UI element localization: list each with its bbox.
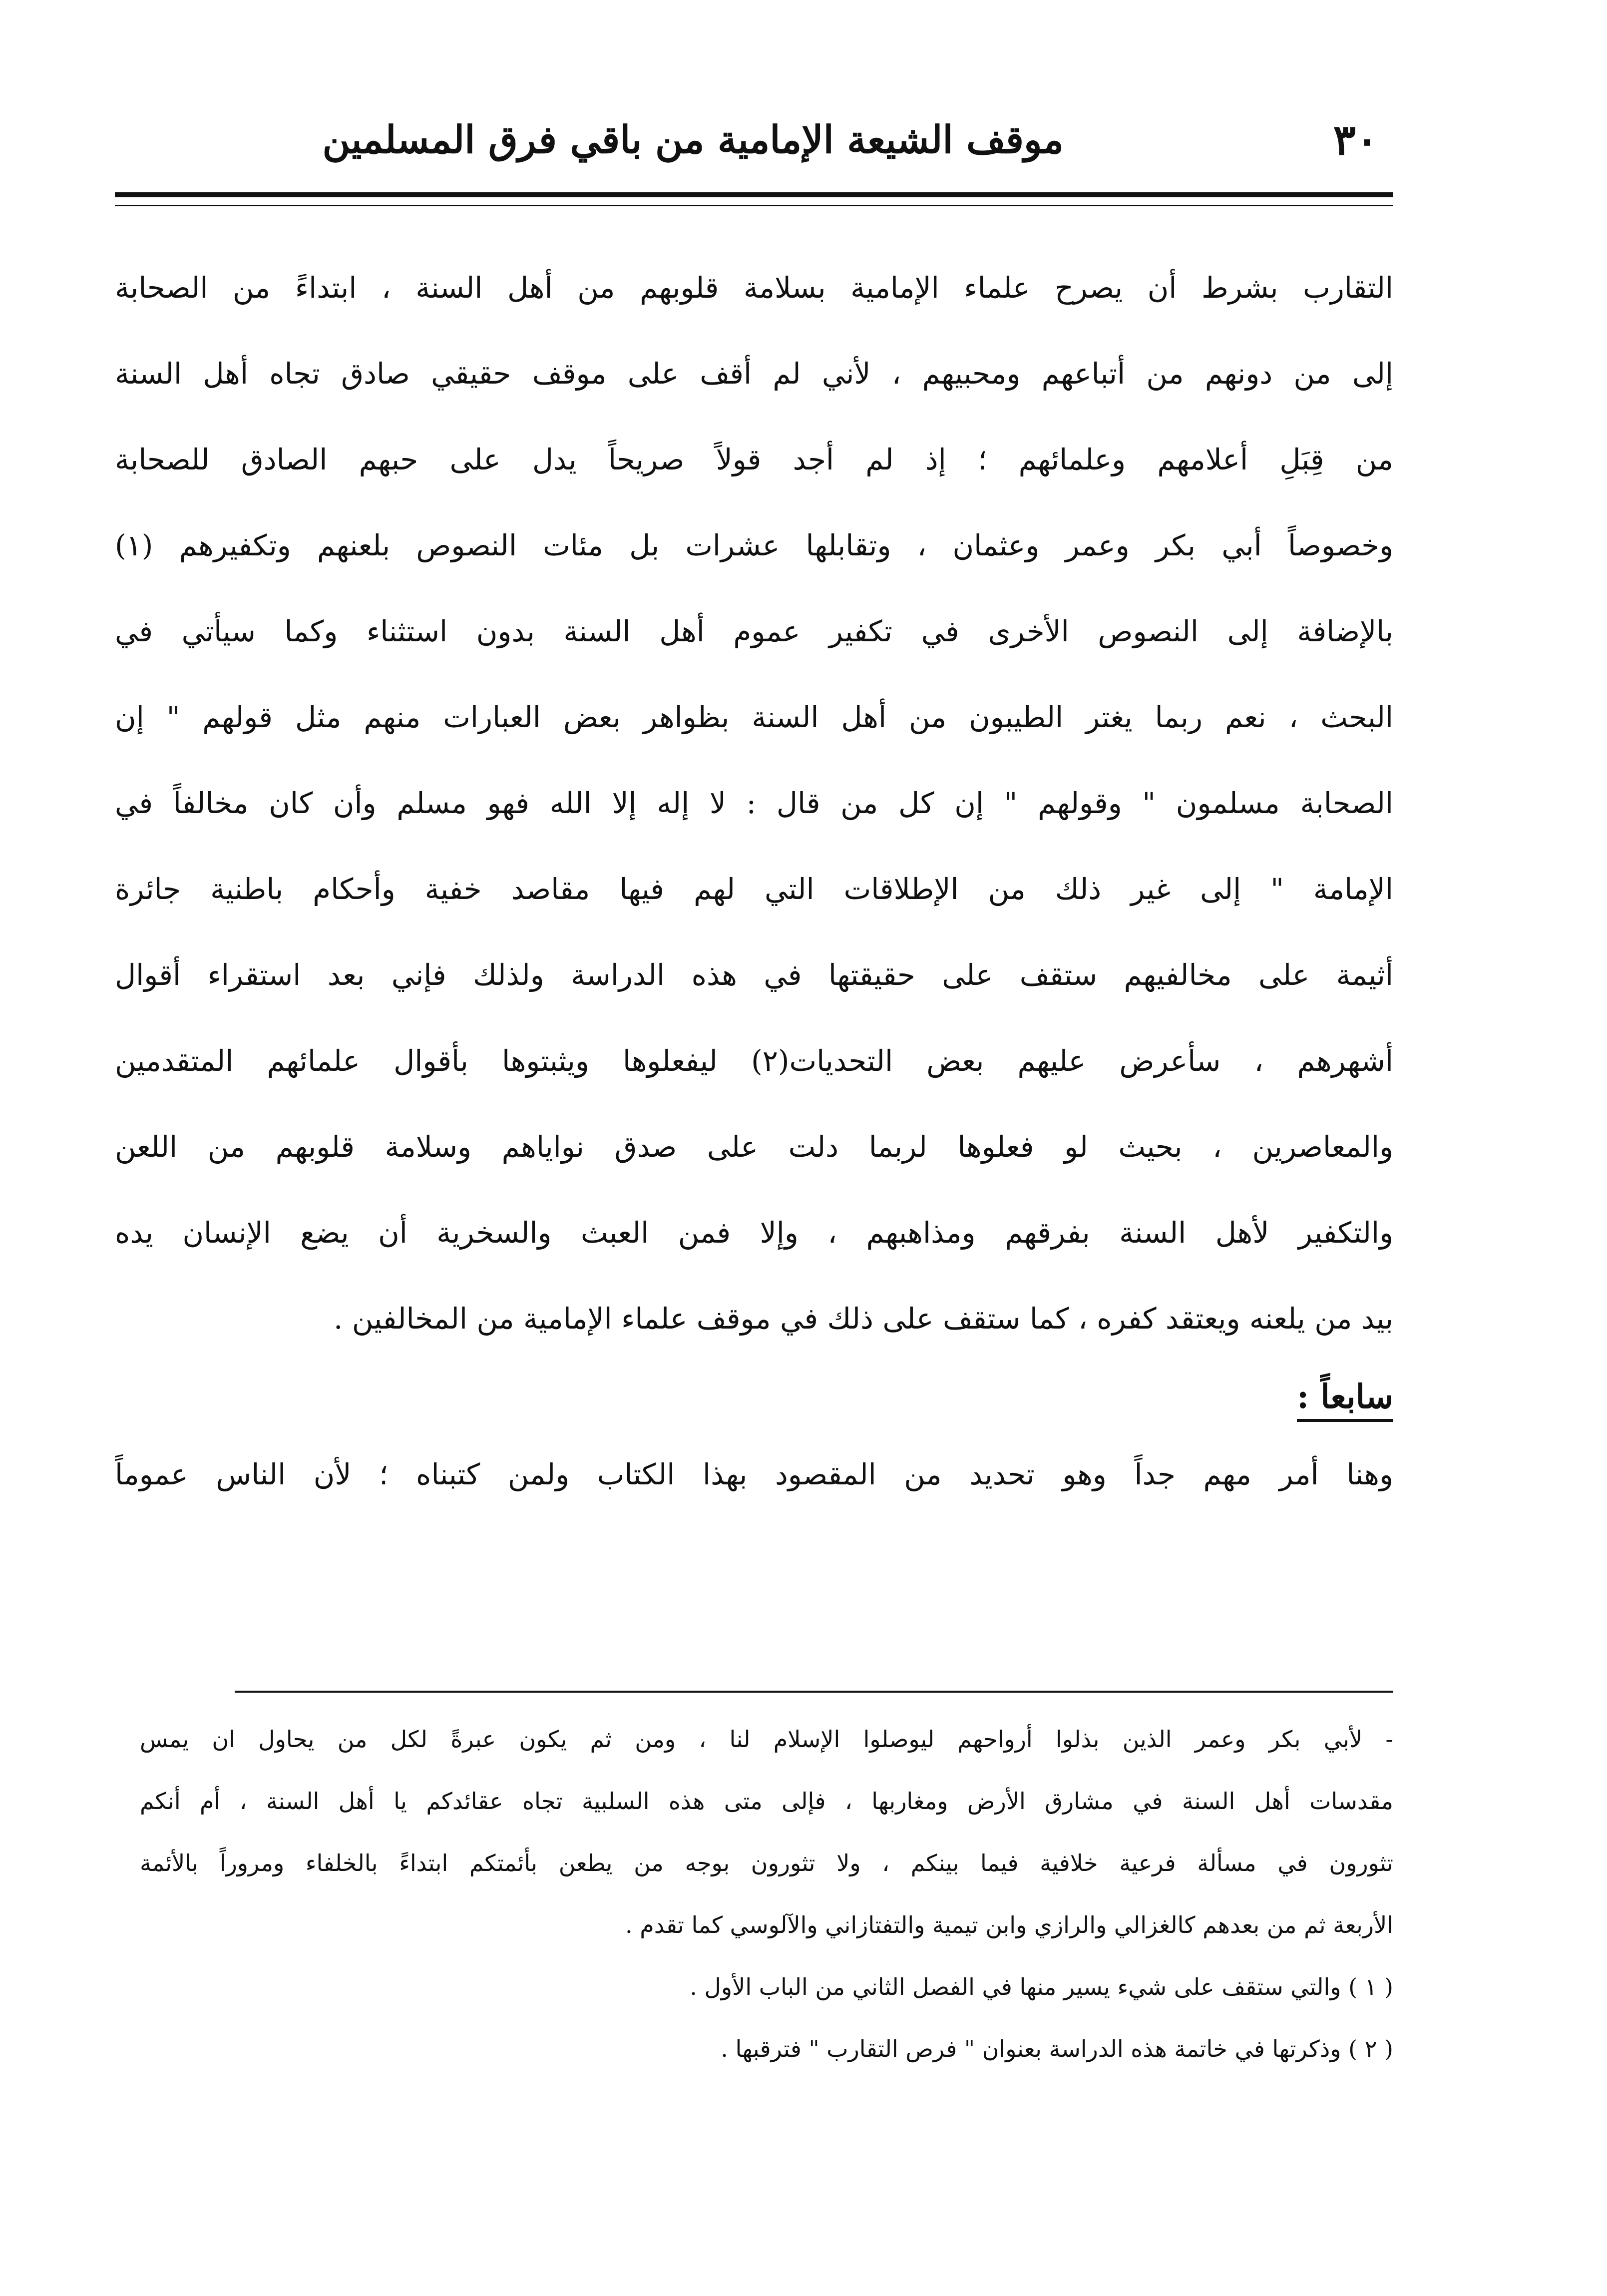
body-line: أثيمة على مخالفيهم ستقف على حقيقتها في هذه الدراسة ولذلك فإني بعد استقراء أقوال [115, 958, 1393, 992]
running-title: موقف الشيعة الإمامية من باقي فرق المسلمين [322, 117, 1064, 162]
footnote-2: ( ٢ ) وذكرتها في خاتمة هذه الدراسة بعنوان " فرص التقارب " فترقبها . [721, 2035, 1393, 2062]
footnote-line: تثورون في مسألة فرعية خلافية فيما بينكم ، ولا تثورون بوجه من يطعن بأئمتكم ابتداءً بالخلفاء ومروراً بالأئمة [140, 1849, 1393, 1876]
body-line: الصحابة مسلمون " وقولهم " إن كل من قال : لا إله إلا الله فهو مسلم وأن كان مخالفاً في [115, 786, 1393, 820]
footnote-line: مقدسات أهل السنة في مشارق الأرض ومغاربها ، فإلى متى هذه السلبية تجاه عقائدكم يا أهل السنة ، أم أنكم [140, 1788, 1393, 1815]
section-heading-text: سابعاً : [1297, 1377, 1393, 1422]
header-rule-thin [115, 205, 1393, 206]
body-line: وهنا أمر مهم جداً وهو تحديد من المقصود بهذا الكتاب ولمن كتبناه ؛ لأن الناس عموماً [115, 1457, 1393, 1491]
body-line: إلى من دونهم من أتباعهم ومحبيهم ، لأني لم أقف على موقف حقيقي صادق تجاه أهل السنة [115, 357, 1393, 391]
body-line: التقارب بشرط أن يصرح علماء الإمامية بسلامة قلوبهم من أهل السنة ، ابتداءً من الصحابة [115, 271, 1393, 305]
footnote-1: ( ١ ) والتي ستقف على شيء يسير منها في الفصل الثاني من الباب الأول . [690, 1973, 1393, 2000]
footnotes [140, 1708, 1393, 2080]
section-heading [115, 1362, 1393, 1431]
body-line: والتكفير لأهل السنة بفرقهم ومذاهبهم ، وإلا فمن العبث والسخرية أن يضع الإنسان يده [115, 1216, 1393, 1250]
footnote-line: الأربعة ثم من بعدهم كالغزالي والرازي وابن تيمية والتفتازاني والآلوسي كما تقدم . [625, 1911, 1393, 1938]
body-line: من قِبَلِ أعلامهم وعلمائهم ؛ إذ لم أجد قولاً صريحاً يدل على حبهم الصادق للصحابة [115, 443, 1393, 476]
body-text [115, 245, 1393, 1517]
body-line: بالإضافة إلى النصوص الأخرى في تكفير عموم أهل السنة بدون استثناء وكما سيأتي في [115, 614, 1393, 648]
body-line: وخصوصاً أبي بكر وعمر وعثمان ، وتقابلها عشرات بل مئات النصوص بلعنهم وتكفيرهم (١) [115, 528, 1393, 562]
body-line: الإمامة " إلى غير ذلك من الإطلاقات التي لهم فيها مقاصد خفية وأحكام باطنية جائرة [115, 872, 1393, 906]
footnote-separator [235, 1691, 1393, 1693]
page-number: ٣٠ [1333, 115, 1378, 164]
body-line: أشهرهم ، سأعرض عليهم بعض التحديات(٢) ليفعلوها ويثبتوها بأقوال علمائهم المتقدمين [115, 1044, 1393, 1078]
body-line: بيد من يلعنه ويعتقد كفره ، كما ستقف على ذلك في موقف علماء الإمامية من المخالفين . [333, 1302, 1393, 1336]
footnote-line: - لأبي بكر وعمر الذين بذلوا أرواحهم ليوصلوا الإسلام لنا ، ومن ثم يكون عبرةً لكل من يحاول ان يمس [140, 1726, 1393, 1753]
header-rule-thick [115, 192, 1393, 197]
body-line: البحث ، نعم ربما يغتر الطيبون من أهل السنة بظواهر بعض العبارات منهم مثل قولهم " إن [115, 700, 1393, 734]
body-line: والمعاصرين ، بحيث لو فعلوها لربما دلت على صدق نواياهم وسلامة قلوبهم من اللعن [115, 1130, 1393, 1164]
page-header [115, 107, 1393, 172]
